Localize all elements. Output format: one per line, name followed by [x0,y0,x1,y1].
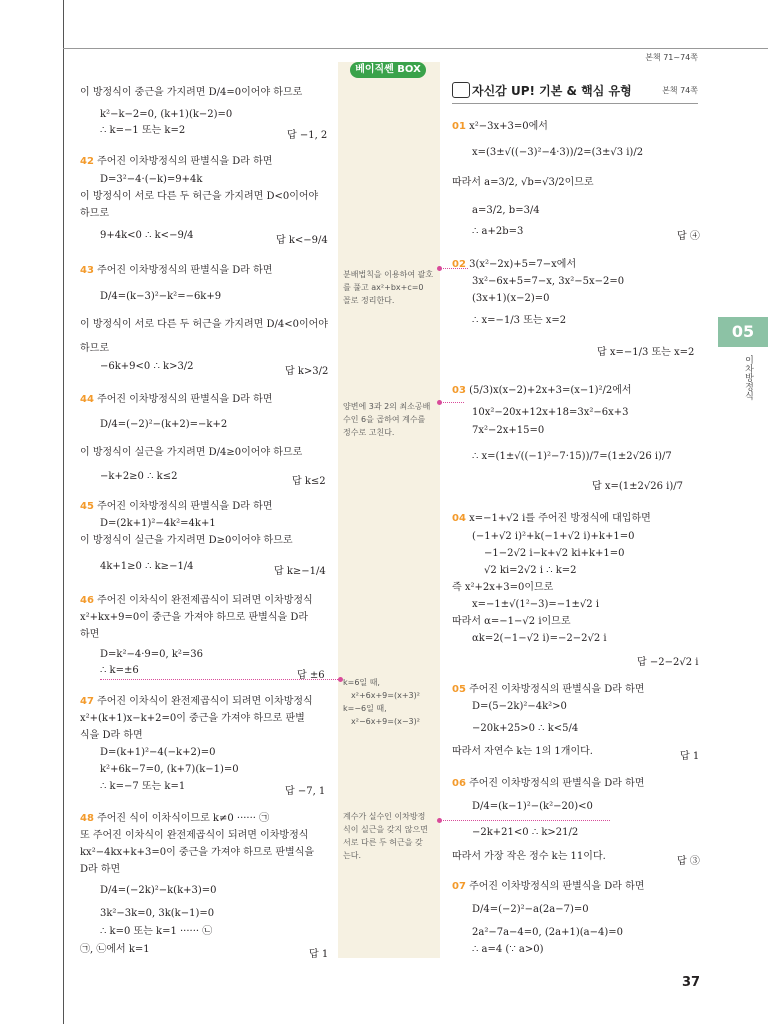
q43-line3: 이 방정식이 서로 다른 두 허근을 가지려면 D/4<0이어야 [80,319,328,330]
q45-answer: 답 k≥−1/4 [274,566,326,577]
chapter-name: 이차방정식 [743,355,753,400]
q43-line1: 주어진 이차방정식의 판별식을 D라 하면 [97,265,273,276]
q48-line3: kx²−4kx+k+3=0이 중근을 가져야 하므로 판별식을 [80,847,315,858]
q04-answer: 답 −2−2√2 i [637,657,699,668]
note-lcm [343,400,430,439]
q01-line5: ∴ a+2b=3 [472,226,524,237]
q41-line3: ∴ k=−1 또는 k=2 [100,125,186,136]
q43-answer: 답 k>3/2 [285,366,329,377]
q06-line2: D/4=(k−1)²−(k²−20)<0 [472,801,593,812]
q04-line3: −1−2√2 i−k+√2 ki+k+1=0 [484,548,625,559]
q42-number: 42 [80,156,94,167]
q04 [452,512,651,526]
q07-line1: 주어진 이차방정식의 판별식을 D라 하면 [469,881,645,892]
q06-line1: 주어진 이차방정식의 판별식을 D라 하면 [469,778,645,789]
q02-line3: (3x+1)(x−2)=0 [472,293,550,304]
q03-line4: ∴ x=(1±√((−1)²−7·15))/7=(1±2√26 i)/7 [472,451,672,462]
q05-line3: −20k+25>0 ∴ k<5/4 [472,723,579,734]
q01 [452,120,548,134]
megaphone-icon [452,82,470,98]
q47-line2: x²+(k+1)x−k+2=0이 중근을 가져야 하므로 판별 [80,713,305,724]
q04-line1: x=−1+√2 i를 주어진 방정식에 대입하면 [469,513,651,524]
chapter-tab: 05 [718,317,768,347]
q42-line2: D=3²−4·(−k)=9+4k [100,174,203,185]
q48-line5: D/4=(−2k)²−k(k+3)=0 [100,885,217,896]
q48-line4: D라 하면 [80,864,121,875]
q48 [80,812,269,826]
note3-connector [100,679,338,680]
header-page-ref: 본책 71~74쪽 [645,53,698,62]
q42-answer: 답 k<−9/4 [276,235,328,246]
note2-connector [440,402,464,403]
q07-number: 07 [452,881,466,892]
q41-line1: 이 방정식이 중근을 가지려면 D/4=0이어야 하므로 [80,87,303,98]
q42 [80,155,272,169]
q43-line4: 하므로 [80,343,109,354]
q02-line4: ∴ x=−1/3 또는 x=2 [472,315,567,326]
section-title-bar [452,80,698,100]
q06-number: 06 [452,778,466,789]
q45-number: 45 [80,501,94,512]
note2-line2: 수인 6을 곱하여 계수를 [343,415,426,424]
q46-line2: x²+kx+9=0이 중근을 가져야 하므로 판별식을 D라 [80,612,309,623]
q42-line3: 이 방정식이 서로 다른 두 허근을 가지려면 D<0이어야 [80,191,319,202]
q05-line4: 따라서 자연수 k는 1의 1개이다. [452,746,593,757]
q02-answer: 답 x=−1/3 또는 x=2 [597,347,695,358]
note3-line3: k=−6일 때, [343,704,387,713]
q42-line5: 9+4k<0 ∴ k<−9/4 [100,230,194,241]
q44-line2: D/4=(−2)²−(k+2)=−k+2 [100,419,228,430]
q03-number: 03 [452,385,466,396]
q44-number: 44 [80,394,94,405]
q02 [452,258,576,272]
note1-line2: 를 풀고 ax²+bx+c=0 [343,283,424,292]
q44-answer: 답 k≤2 [292,476,326,487]
q48-number: 48 [80,813,94,824]
note-real-roots [343,810,428,862]
q01-line4: a=3/2, b=3/4 [472,205,540,216]
q06-line3: −2k+21<0 ∴ k>21/2 [472,827,579,838]
page-left-border [63,0,64,1024]
q06 [452,777,644,791]
q41-line2: k²−k−2=0, (k+1)(k−2)=0 [100,109,233,120]
section-page-ref: 본책 74쪽 [662,86,698,95]
header-rule [63,48,768,49]
note-distributive [343,268,433,307]
q01-line1: x²−3x+3=0에서 [469,121,548,132]
q04-line2: (−1+√2 i)²+k(−1+√2 i)+k+1=0 [472,531,635,542]
q04-line8: αk=2(−1−√2 i)=−2−2√2 i [472,633,607,644]
q47-answer: 답 −7, 1 [285,786,326,797]
q03-line1: (5/3)x(x−2)+2x+3=(x−1)²/2에서 [469,385,632,396]
note1-line3: 꼴로 정리한다. [343,296,395,305]
q45-line3: 이 방정식이 실근을 가지려면 D≥0이어야 하므로 [80,535,293,546]
q01-answer: 답 ④ [677,231,700,242]
q07-line4: ∴ a=4 (∵ a>0) [472,944,544,955]
q06-answer: 답 ③ [677,856,700,867]
note4-line3: 서로 다른 두 허근을 갖 [343,838,423,847]
q45-line2: D=(2k+1)²−4k²=4k+1 [100,518,216,529]
q07-line2: D/4=(−2)²−a(2a−7)=0 [472,904,589,915]
q01-number: 01 [452,121,466,132]
q44 [80,393,272,407]
q47-line1: 주어진 이차식이 완전제곱식이 되려면 이차방정식 [97,696,313,707]
q47-line6: ∴ k=−7 또는 k=1 [100,781,186,792]
q02-line2: 3x²−6x+5=7−x, 3x²−5x−2=0 [472,276,625,287]
q46 [80,594,313,608]
q46-line4: D=k²−4·9=0, k²=36 [100,649,204,660]
note3-line2: x²+6x+9=(x+3)² [351,691,420,700]
note3-line1: k=6일 때, [343,678,380,687]
q48-line2: 또 주어진 이차식이 완전제곱식이 되려면 이차방정식 [80,830,309,841]
q02-line1: 3(x²−2x)+5=7−x에서 [469,259,577,270]
q03-line3: 7x²−2x+15=0 [472,425,545,436]
q42-line4: 하므로 [80,208,109,219]
q03 [452,384,632,398]
q41-answer: 답 −1, 2 [287,130,328,141]
q01-line3: 따라서 a=3/2, √b=√3/2이므로 [452,177,594,188]
q04-line7: 따라서 α=−1−√2 i이므로 [452,616,571,627]
q45 [80,500,272,514]
q02-number: 02 [452,259,466,270]
q44-line3: 이 방정식이 실근을 가지려면 D/4≥0이어야 하므로 [80,447,303,458]
q45-line4: 4k+1≥0 ∴ k≥−1/4 [100,561,194,572]
q46-answer: 답 ±6 [297,670,325,681]
q05-line2: D=(5−2k)²−4k²>0 [472,701,567,712]
q47-line4: D=(k+1)²−4(−k+2)=0 [100,747,216,758]
q07 [452,880,644,894]
q43-number: 43 [80,265,94,276]
q47-number: 47 [80,696,94,707]
q05-line1: 주어진 이차방정식의 판별식을 D라 하면 [469,684,645,695]
q04-number: 04 [452,513,466,524]
q46-line5: ∴ k=±6 [100,665,139,676]
q03-answer: 답 x=(1±2√26 i)/7 [592,481,683,492]
q48-line7: ∴ k=0 또는 k=1 ······ ㉡ [100,926,213,937]
q48-line8: ㉠, ㉡에서 k=1 [80,944,150,955]
note4-connector [440,820,610,821]
q45-line1: 주어진 이차방정식의 판별식을 D라 하면 [97,501,273,512]
section-title-rule [452,103,698,104]
q48-line6: 3k²−3k=0, 3k(k−1)=0 [100,908,215,919]
note3-line4: x²−6x+9=(x−3)² [351,717,420,726]
q47-line3: 식을 D라 하면 [80,730,143,741]
note4-line2: 식이 실근을 갖지 않으면 [343,825,428,834]
q03-line2: 10x²−20x+12x+18=3x²−6x+3 [472,407,629,418]
q04-line4: √2 ki=2√2 i ∴ k=2 [484,565,577,576]
q46-line3: 하면 [80,629,100,640]
note1-line1: 분배법칙을 이용하여 괄호 [343,270,434,279]
note2-line3: 정수로 고친다. [343,428,395,437]
page-number: 37 [682,975,701,990]
note-perfect-square [343,676,420,728]
q47 [80,695,313,709]
q43-line5: −6k+9<0 ∴ k>3/2 [100,361,194,372]
q05-number: 05 [452,684,466,695]
q43-line2: D/4=(k−3)²−k²=−6k+9 [100,291,222,302]
q44-line4: −k+2≥0 ∴ k≤2 [100,471,178,482]
q05 [452,683,644,697]
q48-answer: 답 1 [309,949,329,960]
q43 [80,264,272,278]
q05-answer: 답 1 [680,751,700,762]
note4-line1: 계수가 실수인 이차방정 [343,812,426,821]
q42-line1: 주어진 이차방정식의 판별식을 D라 하면 [97,156,273,167]
section-title: 자신감 UP! 기본 & 핵심 유형 [472,84,632,98]
q06-line4: 따라서 가장 작은 정수 k는 11이다. [452,851,606,862]
q04-line5: 즉 x²+2x+3=0이므로 [452,582,554,593]
q07-line3: 2a²−7a−4=0, (2a+1)(a−4)=0 [472,927,623,938]
box-badge: 베이직쎈 BOX [350,62,426,78]
q47-line5: k²+6k−7=0, (k+7)(k−1)=0 [100,764,239,775]
q04-line6: x=−1±√(1²−3)=−1±√2 i [472,599,600,610]
q01-line2: x=(3±√((−3)²−4·3))/2=(3±√3 i)/2 [472,147,644,158]
note3-connector-dot [338,677,343,682]
q46-line1: 주어진 이차식이 완전제곱식이 되려면 이차방정식 [97,595,313,606]
note2-line1: 양변에 3과 2의 최소공배 [343,402,431,411]
note4-line4: 는다. [343,851,361,860]
q44-line1: 주어진 이차방정식의 판별식을 D라 하면 [97,394,273,405]
q46-number: 46 [80,595,94,606]
q48-line1: 주어진 식이 이차식이므로 k≠0 ······ ㉠ [97,813,270,824]
